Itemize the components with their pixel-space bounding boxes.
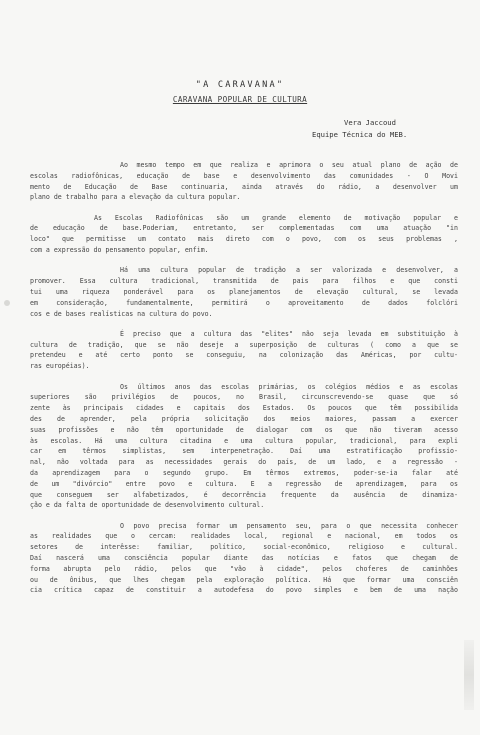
text-line: em consideração, fundamentalmente, permitirá o aproveitamento de dados folclóri	[30, 298, 458, 307]
text-line: as realidades que o cercam: realidades local, regional e nacional, em todos os	[30, 532, 458, 541]
text-line: suas profissões e não têm oportunidade de dialogar com os que não tiveram acesso	[30, 425, 458, 434]
text-line: pretendeu e até certo ponto se conseguiu, na colonização das Américas, por cultu-	[30, 351, 458, 360]
text-line: car em têrmos simplistas, sem interpenetração. Daí uma estratificação profissio-	[30, 447, 458, 456]
text-line: tui uma riqueza ponderável para os planejamentos de elevação cultural, se levada	[30, 287, 458, 296]
text-line: plano de trabalho para a elevação da cultura popular.	[30, 193, 241, 202]
text-line: Ao mesmo tempo em que realiza e aprimora o seu atual plano de ação de	[120, 161, 458, 169]
text-line: ou de ônibus, que lhes chegam pela exploração política. Há que formar uma consciên	[30, 575, 458, 584]
text-line: superiores são privilégios de poucos, no Brasil, circunscrevendo-se quase que só	[30, 393, 458, 402]
author-name: Vera Jaccoud	[344, 118, 396, 127]
text-line: da aprendizagem para o segundo grupo. Em têrmos extremos, poder-se-ia falar até	[30, 468, 458, 477]
author-block	[312, 117, 408, 141]
text-line: cia crítica capaz de constituir a autodefesa do povo simples e bem de uma nação	[30, 586, 458, 595]
text-line: nal, não voltada para as necessidades gerais do país, de um lado, e a regressão -	[30, 458, 458, 467]
document-subtitle: CARAVANA POPULAR DE CULTURA	[172, 95, 308, 104]
text-line: ção e da falta de oportunidade de desenvolvimento cultural.	[30, 501, 265, 510]
text-line: ras européias).	[30, 362, 90, 371]
text-line: de educação de base.Poderiam, entretanto, ser complementadas com uma atuação "in	[30, 224, 458, 233]
page-spot	[4, 300, 10, 306]
paragraph-2	[30, 213, 458, 256]
text-line: setores de interêsse: familiar, político, social-econômico, religioso e cultural.	[30, 543, 458, 552]
text-line: Daí nascerá uma consciência popular diante das notícias e fatos que chegam de	[30, 554, 458, 562]
paragraph-6	[30, 521, 458, 597]
author-affiliation: Equipe Técnica do MEB.	[312, 130, 408, 139]
text-line: Os últimos anos das escolas primárias, os colégios médios e as escolas	[120, 382, 458, 391]
text-line: às escolas. Há uma cultura citadina e uma cultura popular, tradicional, para expli	[30, 436, 458, 445]
paragraph-5	[30, 382, 458, 512]
text-line: loco" que permitisse um contato mais direto com o povo, com os seus problemas ,	[30, 235, 458, 244]
text-line: É preciso que a cultura das "elites" não seja levada em substituição à	[120, 329, 458, 338]
text-line: zente às principais cidades e capitais dos Estados. Os poucos que têm possibilida	[30, 404, 458, 413]
text-line: As Escolas Radiofônicas são um grande elemento de motivação popular e	[94, 213, 458, 222]
text-line: cultura de tradição, que se não deseje a superposição de culturas ( como a que se	[30, 340, 458, 349]
paragraph-4	[30, 329, 458, 372]
page-stain	[464, 640, 474, 710]
text-line: promover. Essa cultura tradicional, transmitida de pais para filhos e que consti	[30, 277, 458, 286]
text-line: mento de Educação de Base continuaria, ainda através do rádio, a desenvolver um	[30, 182, 458, 191]
text-line: cos e de bases realísticas na cultura do povo.	[30, 309, 213, 318]
document-body	[30, 160, 458, 606]
text-line: que conseguem ser alfabetizados, é decorrência frequente da ausência de dinamiza-	[30, 490, 458, 499]
text-line: forma abrupta pelo rádio, pelos que "vão à cidade", pelos choferes de caminhões	[30, 564, 458, 573]
text-line: de um "divórcio" entre povo e cultura. E a regressão de aprendizagem, para os	[30, 479, 458, 488]
paragraph-3	[30, 265, 458, 319]
paragraph-1	[30, 160, 458, 203]
document-title: "A CARAVANA"	[195, 80, 285, 90]
text-line: Há uma cultura popular de tradição a ser valorizada e desenvolver, a	[120, 266, 458, 275]
text-line: escolas radiofônicas, educação de base e desenvolvimento das comunidades - O Movi	[30, 171, 458, 180]
text-line: O povo precisa formar um pensamento seu, para o que necessita conhecer	[120, 521, 458, 530]
text-line: com a expressão do pensamento popular, enfim.	[30, 246, 209, 255]
text-line: des de aprender, pela própria solicitação dos meios maiores, passam a exercer	[30, 414, 458, 423]
